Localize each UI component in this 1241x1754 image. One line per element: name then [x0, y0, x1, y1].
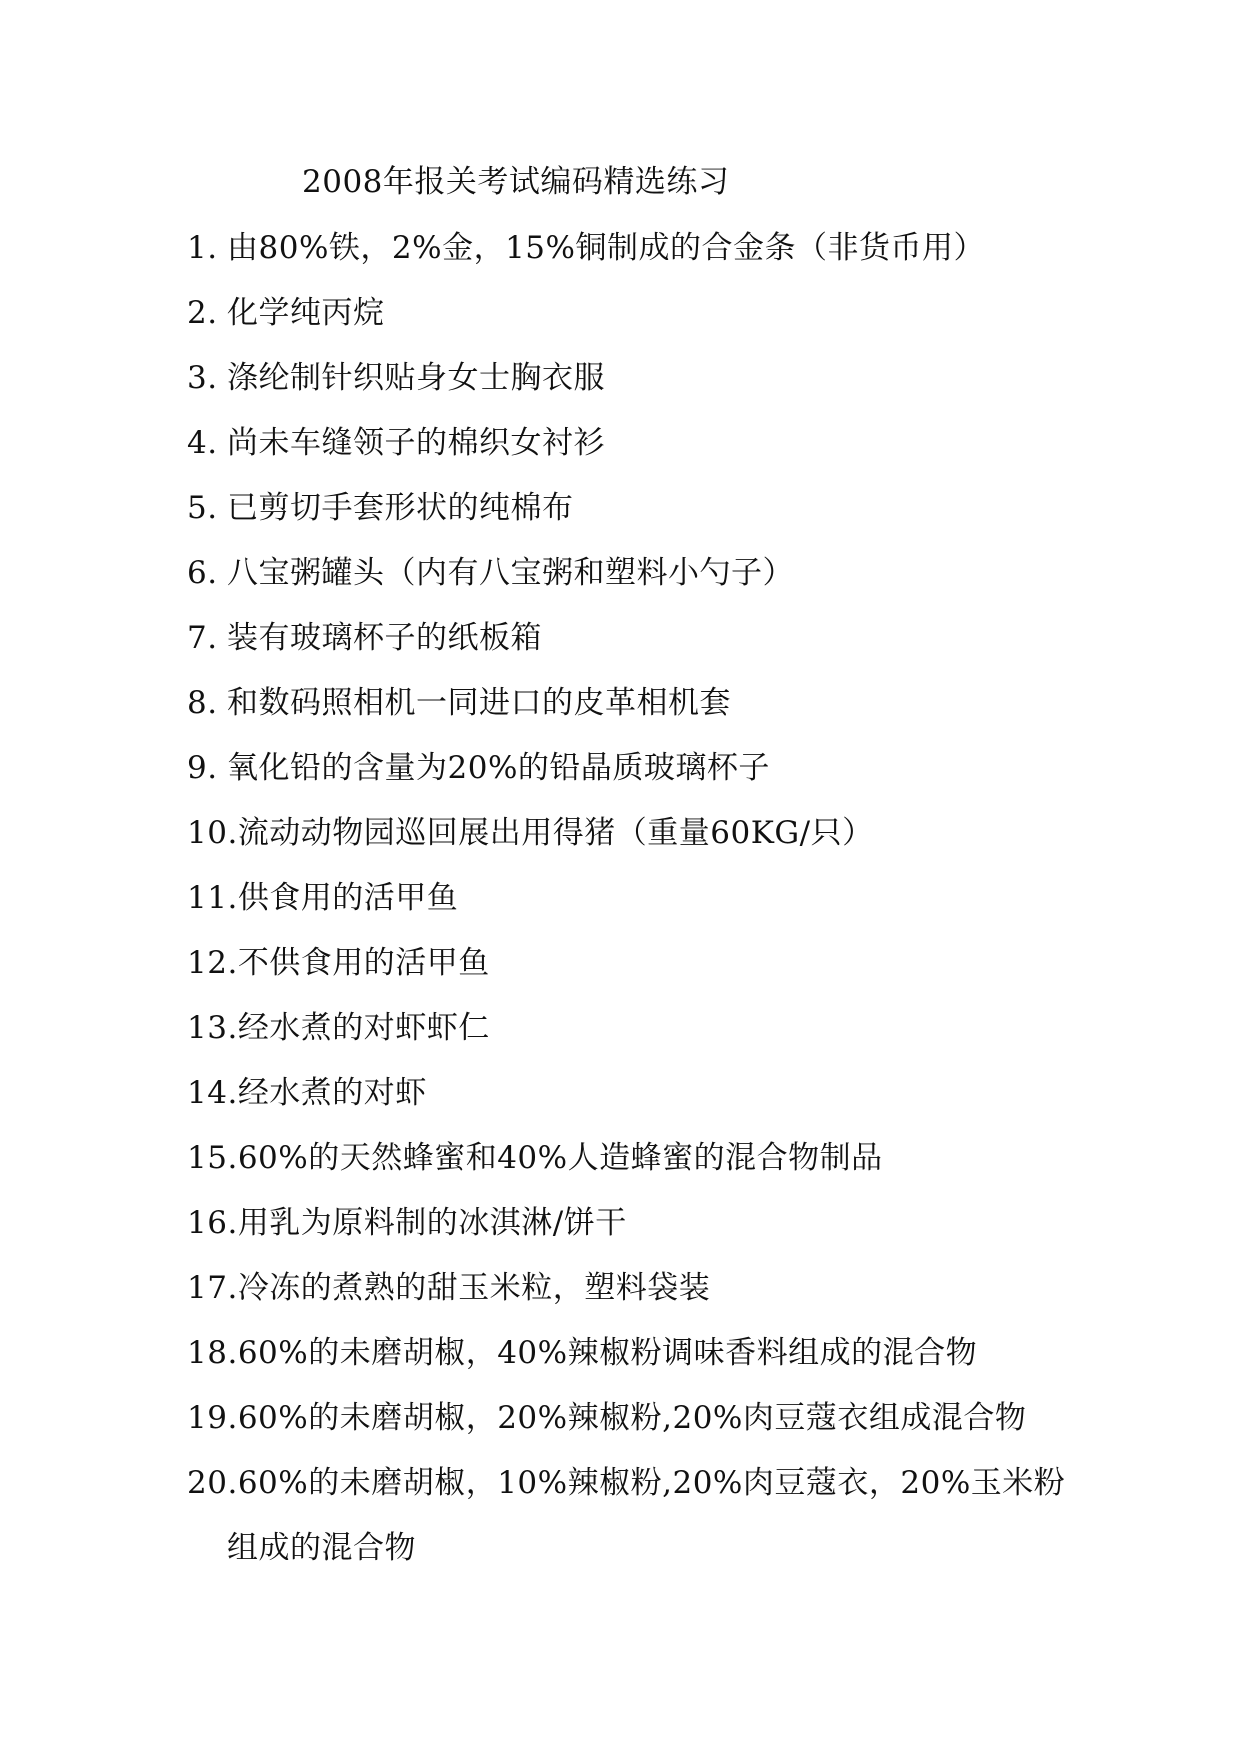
item-number: 8. — [187, 685, 218, 721]
item-text: 尚未车缝领子的棉织女衬衫 — [227, 425, 605, 461]
item-text: 装有玻璃杯子的纸板箱 — [227, 620, 542, 656]
list-item — [187, 811, 1067, 876]
item-number: 17. — [187, 1270, 238, 1306]
item-number: 7. — [187, 620, 218, 656]
item-number: 13. — [187, 1010, 238, 1046]
item-number: 1. — [187, 230, 218, 266]
list-item — [187, 876, 1067, 941]
item-text: 涤纶制针织贴身女士胸衣服 — [227, 360, 605, 396]
item-text: 用乳为原料制的冰淇淋/饼干 — [237, 1205, 627, 1241]
item-text: 60%的未磨胡椒，40%辣椒粉调味香料组成的混合物 — [237, 1335, 978, 1371]
item-text: 经水煮的对虾 — [237, 1075, 427, 1111]
item-number: 20. — [187, 1465, 238, 1501]
item-text: 流动动物园巡回展出用得猪（重量60KG/只） — [237, 815, 874, 851]
item-number: 12. — [187, 945, 238, 981]
list-item — [187, 746, 1067, 811]
list-item — [187, 1136, 1067, 1201]
item-text: 不供食用的活甲鱼 — [237, 945, 490, 981]
item-number: 3. — [187, 360, 218, 396]
item-number: 18. — [187, 1335, 238, 1371]
item-text: 和数码照相机一同进口的皮革相机套 — [227, 685, 731, 721]
list-item — [187, 1461, 1067, 1591]
list-item — [187, 1071, 1067, 1136]
list-item — [187, 681, 1067, 746]
item-text: 由80%铁，2%金，15%铜制成的合金条（非货币用） — [227, 230, 985, 266]
item-number: 9. — [187, 750, 218, 786]
item-text: 60%的未磨胡椒，20%辣椒粉,20%肉豆蔻衣组成混合物 — [237, 1400, 1027, 1436]
item-text: 60%的未磨胡椒，10%辣椒粉,20%肉豆蔻衣，20%玉米粉 — [237, 1465, 1066, 1501]
item-number: 5. — [187, 490, 218, 526]
list-item — [187, 486, 1067, 551]
item-text-continuation: 组成的混合物 — [227, 1530, 416, 1566]
item-number: 16. — [187, 1205, 238, 1241]
item-text: 冷冻的煮熟的甜玉米粒，塑料袋装 — [237, 1270, 711, 1306]
list-item — [187, 1266, 1067, 1331]
list-item — [187, 356, 1067, 421]
list-item — [187, 941, 1067, 1006]
item-number: 15. — [187, 1140, 238, 1176]
list-item — [187, 421, 1067, 486]
question-list — [187, 226, 1067, 1591]
item-number: 6. — [187, 555, 218, 591]
item-number: 11. — [187, 880, 238, 916]
list-item — [187, 291, 1067, 356]
list-item — [187, 1331, 1067, 1396]
list-item — [187, 616, 1067, 681]
item-number: 19. — [187, 1400, 238, 1436]
list-item — [187, 1006, 1067, 1071]
item-number: 2. — [187, 295, 218, 331]
item-number: 14. — [187, 1075, 238, 1111]
item-text: 化学纯丙烷 — [227, 295, 385, 331]
item-number: 10. — [187, 815, 238, 851]
item-text: 氧化铅的含量为20%的铅晶质玻璃杯子 — [227, 750, 770, 786]
list-item — [187, 1201, 1067, 1266]
document-title: 2008年报关考试编码精选练习 — [302, 164, 730, 200]
item-text: 经水煮的对虾虾仁 — [237, 1010, 490, 1046]
item-text: 八宝粥罐头（内有八宝粥和塑料小勺子） — [227, 555, 794, 591]
list-item — [187, 226, 1067, 291]
list-item — [187, 1396, 1067, 1461]
item-text: 已剪切手套形状的纯棉布 — [227, 490, 574, 526]
item-text: 60%的天然蜂蜜和40%人造蜂蜜的混合物制品 — [237, 1140, 883, 1176]
item-text-group — [227, 1461, 1067, 1591]
list-item — [187, 551, 1067, 616]
item-number: 4. — [187, 425, 218, 461]
item-text: 供食用的活甲鱼 — [237, 880, 459, 916]
